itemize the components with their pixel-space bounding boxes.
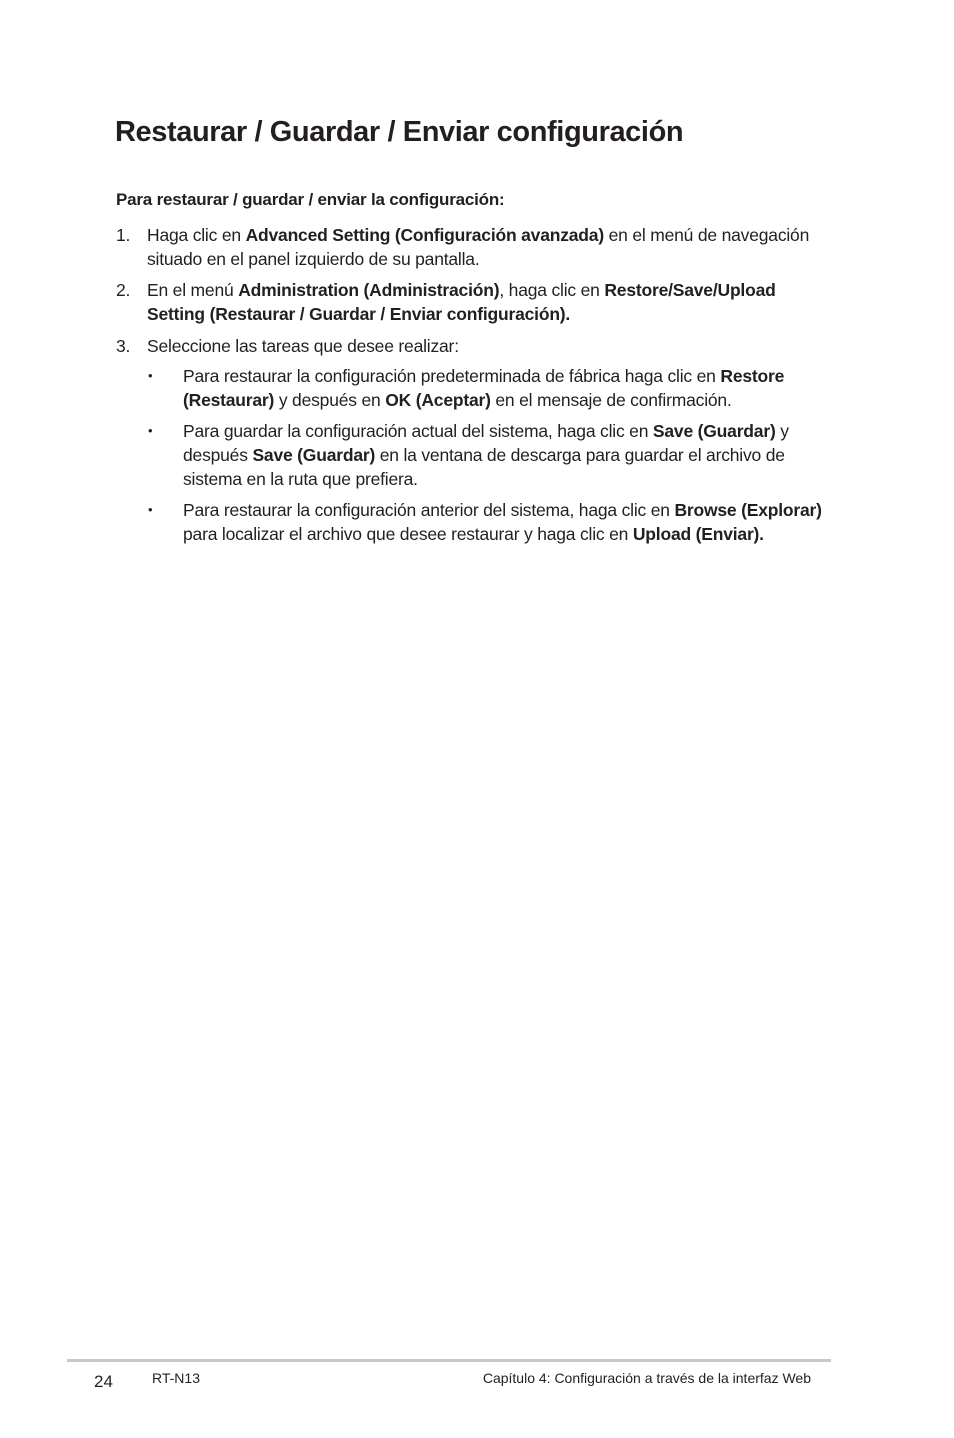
- bullet-dot-icon: •: [148, 423, 153, 438]
- step-text: En el menú Administration (Administración), haga clic en Restore/Save/Upload Setting (Restaurar / Guardar / Enviar configuración).: [147, 280, 776, 324]
- menu-reference: Restore/Save/Upload Setting (Restaurar / Guardar / Enviar configuración).: [147, 280, 776, 324]
- button-reference: Upload (Enviar).: [632, 524, 764, 544]
- page-number: 24: [94, 1372, 113, 1391]
- step-number: 2.: [116, 280, 131, 300]
- button-reference: Restore (Restaurar): [183, 366, 785, 410]
- bullet-dot-icon: •: [148, 368, 153, 383]
- step-number: 3.: [116, 336, 131, 356]
- step-text: Seleccione las tareas que desee realizar:: [147, 336, 459, 356]
- button-reference: OK (Aceptar): [385, 390, 491, 410]
- bullet-dot-icon: •: [148, 502, 153, 517]
- bullet-text: Para restaurar la configuración predeterminada de fábrica haga clic en Restore (Restaurar) y después en OK (Aceptar) en el mensaje de confirmación.: [183, 366, 785, 410]
- model-name: RT-N13: [152, 1370, 200, 1386]
- bullet-text: Para restaurar la configuración anterior del sistema, haga clic en Browse (Explorar) para localizar el archivo que desee restaurar y haga clic en Upload (Enviar).: [183, 500, 822, 544]
- chapter-title: Capítulo 4: Configuración a través de la interfaz Web: [482, 1370, 811, 1386]
- menu-reference: Advanced Setting (Configuración avanzada): [245, 225, 604, 245]
- step-number: 1.: [116, 225, 131, 245]
- menu-reference: Administration (Administración): [238, 280, 500, 300]
- bullet-text: Para guardar la configuración actual del sistema, haga clic en Save (Guardar) y después Save (Guardar) en la ventana de descarga para guardar el archivo de sistema en la ruta que prefiera.: [183, 421, 789, 489]
- step-text: Haga clic en Advanced Setting (Configuración avanzada) en el menú de navegación situado en el panel izquierdo de su pantalla.: [147, 225, 810, 269]
- footer-divider: [67, 1359, 831, 1362]
- button-reference: Save (Guardar): [252, 445, 376, 465]
- page-title: Restaurar / Guardar / Enviar configuración: [115, 116, 684, 148]
- button-reference: Browse (Explorar): [674, 500, 822, 520]
- procedure-intro: Para restaurar / guardar / enviar la configuración:: [116, 190, 505, 209]
- button-reference: Save (Guardar): [652, 421, 776, 441]
